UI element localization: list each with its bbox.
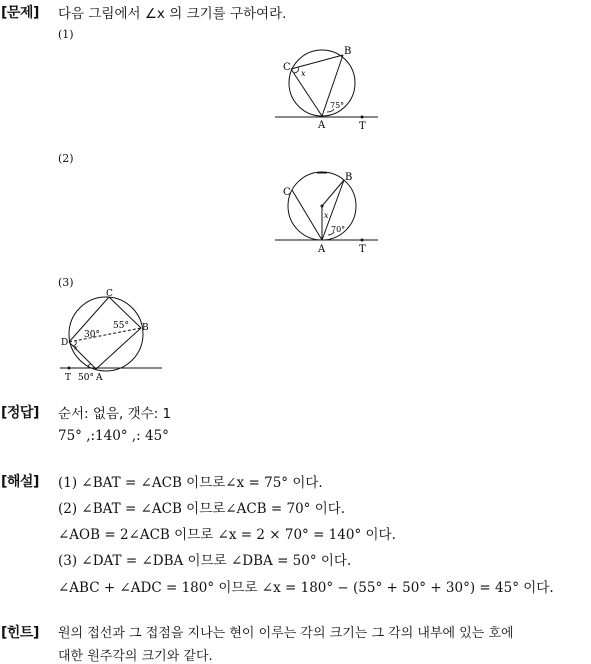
part-3-label: (3) [58, 276, 74, 289]
fig3-label-c: C [106, 289, 113, 299]
fig2-label-b: B [345, 172, 353, 183]
answer-tag: [정답] [1, 405, 39, 421]
fig1-label-a: A [318, 120, 326, 131]
part-1-label: (1) [58, 28, 74, 41]
answer-line-2: 75° ,:140° ,: 45° [58, 428, 169, 444]
fig3-label-t: T [65, 373, 72, 383]
fig3-label-b: B [142, 323, 149, 333]
problem-tag: [문제] [1, 5, 39, 21]
explanation-line-4: (3) ∠DAT = ∠DBA 이므로 ∠DBA = 50° 이다. [58, 553, 352, 569]
answer-line-1: 순서: 없음, 갯수: 1 [58, 406, 172, 422]
hint-line-1: 원의 접선과 그 접점을 지나는 현이 이루는 각의 크기는 그 각의 내부에 있는 호에 [58, 626, 514, 641]
fig2-label-t: T [359, 244, 366, 255]
fig3-angle-50: 50° [78, 373, 94, 383]
fig3-angle-55: 55° [113, 321, 129, 331]
figure-2 [270, 168, 385, 260]
fig2-label-c: C [283, 187, 291, 198]
fig1-label-b: B [344, 46, 352, 57]
explanation-line-5: ∠ABC + ∠ADC = 180° 이므로 ∠x = 180° − (55° + 50° + 30°) = 45° 이다. [58, 580, 554, 596]
fig2-angle: 70° [331, 225, 346, 234]
hint-line-2: 대한 원주각의 크기와 같다. [58, 649, 213, 664]
fig3-angle-30: 30° [84, 330, 100, 340]
part-2-label: (2) [58, 152, 74, 165]
figure-3 [56, 288, 166, 384]
explanation-line-3: ∠AOB = 2∠ACB 이므로 ∠x = 2 × 70° = 140° 이다. [58, 527, 396, 543]
problem-question: 다음 그림에서 ∠x 의 크기를 구하여라. [58, 6, 287, 22]
fig2-label-a: A [318, 244, 326, 255]
fig1-angle: 75° [330, 101, 345, 110]
hint-tag: [힌트] [1, 625, 39, 641]
fig3-label-x: x [74, 344, 78, 352]
fig3-label-a: A [96, 373, 103, 383]
explanation-tag: [해설] [1, 474, 39, 490]
figure-1 [270, 40, 385, 135]
fig1-label-c: C [283, 62, 291, 73]
fig1-label-t: T [359, 121, 366, 132]
fig3-label-d: D [61, 338, 69, 348]
fig1-label-x: x [301, 69, 306, 78]
explanation-line-1: (1) ∠BAT = ∠ACB 이므로∠x = 75° 이다. [58, 475, 323, 491]
explanation-line-2: (2) ∠BAT = ∠ACB 이므로∠ACB = 70° 이다. [58, 501, 346, 517]
fig2-label-x: x [324, 211, 329, 220]
